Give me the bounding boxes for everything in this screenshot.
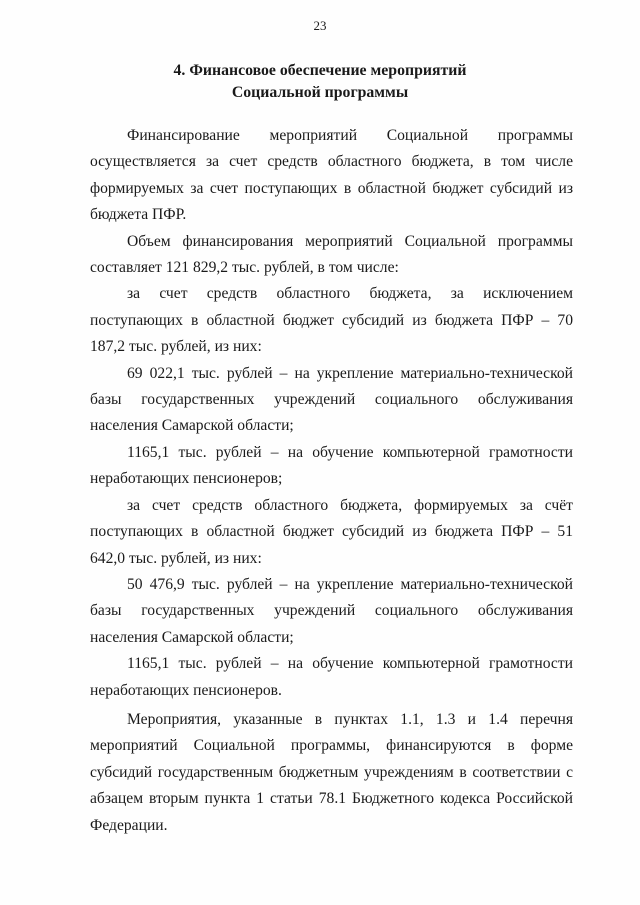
paragraph-pfr-subsidies: за счет средств областного бюджета, формируемых за счёт поступающих в областной бюджет субсидий из бюджета ПФР – 51 642,0 тыс. рублей, из них: [90,496,573,567]
document-body [90,123,573,839]
paragraph-pfr-computer-literacy: 1165,1 тыс. рублей – на обучение компьютерной грамотности неработающих пенсионеров. [90,655,573,699]
paragraph-total-volume: Объем финансирования мероприятий Социальной программы составляет 121 829,2 тыс. рублей, в том числе: [90,232,573,277]
page-number: 23 [313,18,327,33]
section-heading [0,60,640,104]
paragraph-pfr-infrastructure: 50 476,9 тыс. рублей – на укрепление материально-технической базы государственных учреждений социального обслуживания населения Самарской области; [90,575,573,646]
paragraph-financing-sources: Финансирование мероприятий Социальной программы осуществляется за счет средств областного бюджета, в том числе формируемых за счет поступающих в областной бюджет субсидий из бюджета ПФР. [90,127,573,224]
section-title-line-2: Социальной программы [231,84,409,101]
paragraph-subsidy-form: Мероприятия, указанные в пунктах 1.1, 1.3 и 1.4 перечня мероприятий Социальной программы, финансируются в форме субсидий государственным бюджетным учреждениям в соответствии с абзацем вторым пункта 1 статьи 78.1 Бюджетного кодекса Российской Федерации. [90,710,573,834]
paragraph-regional-computer-literacy: 1165,1 тыс. рублей – на обучение компьютерной грамотности неработающих пенсионеров; [90,443,573,488]
paragraph-regional-budget: за счет средств областного бюджета, за исключением поступающих в областной бюджет субсидий из бюджета ПФР – 70 187,2 тыс. рублей, из них: [90,285,573,356]
section-title-line-1: 4. Финансовое обеспечение мероприятий [173,62,467,79]
paragraph-regional-infrastructure: 69 022,1 тыс. рублей – на укрепление материально-технической базы государственных учреждений социального обслуживания населения Самарской области; [90,364,573,435]
